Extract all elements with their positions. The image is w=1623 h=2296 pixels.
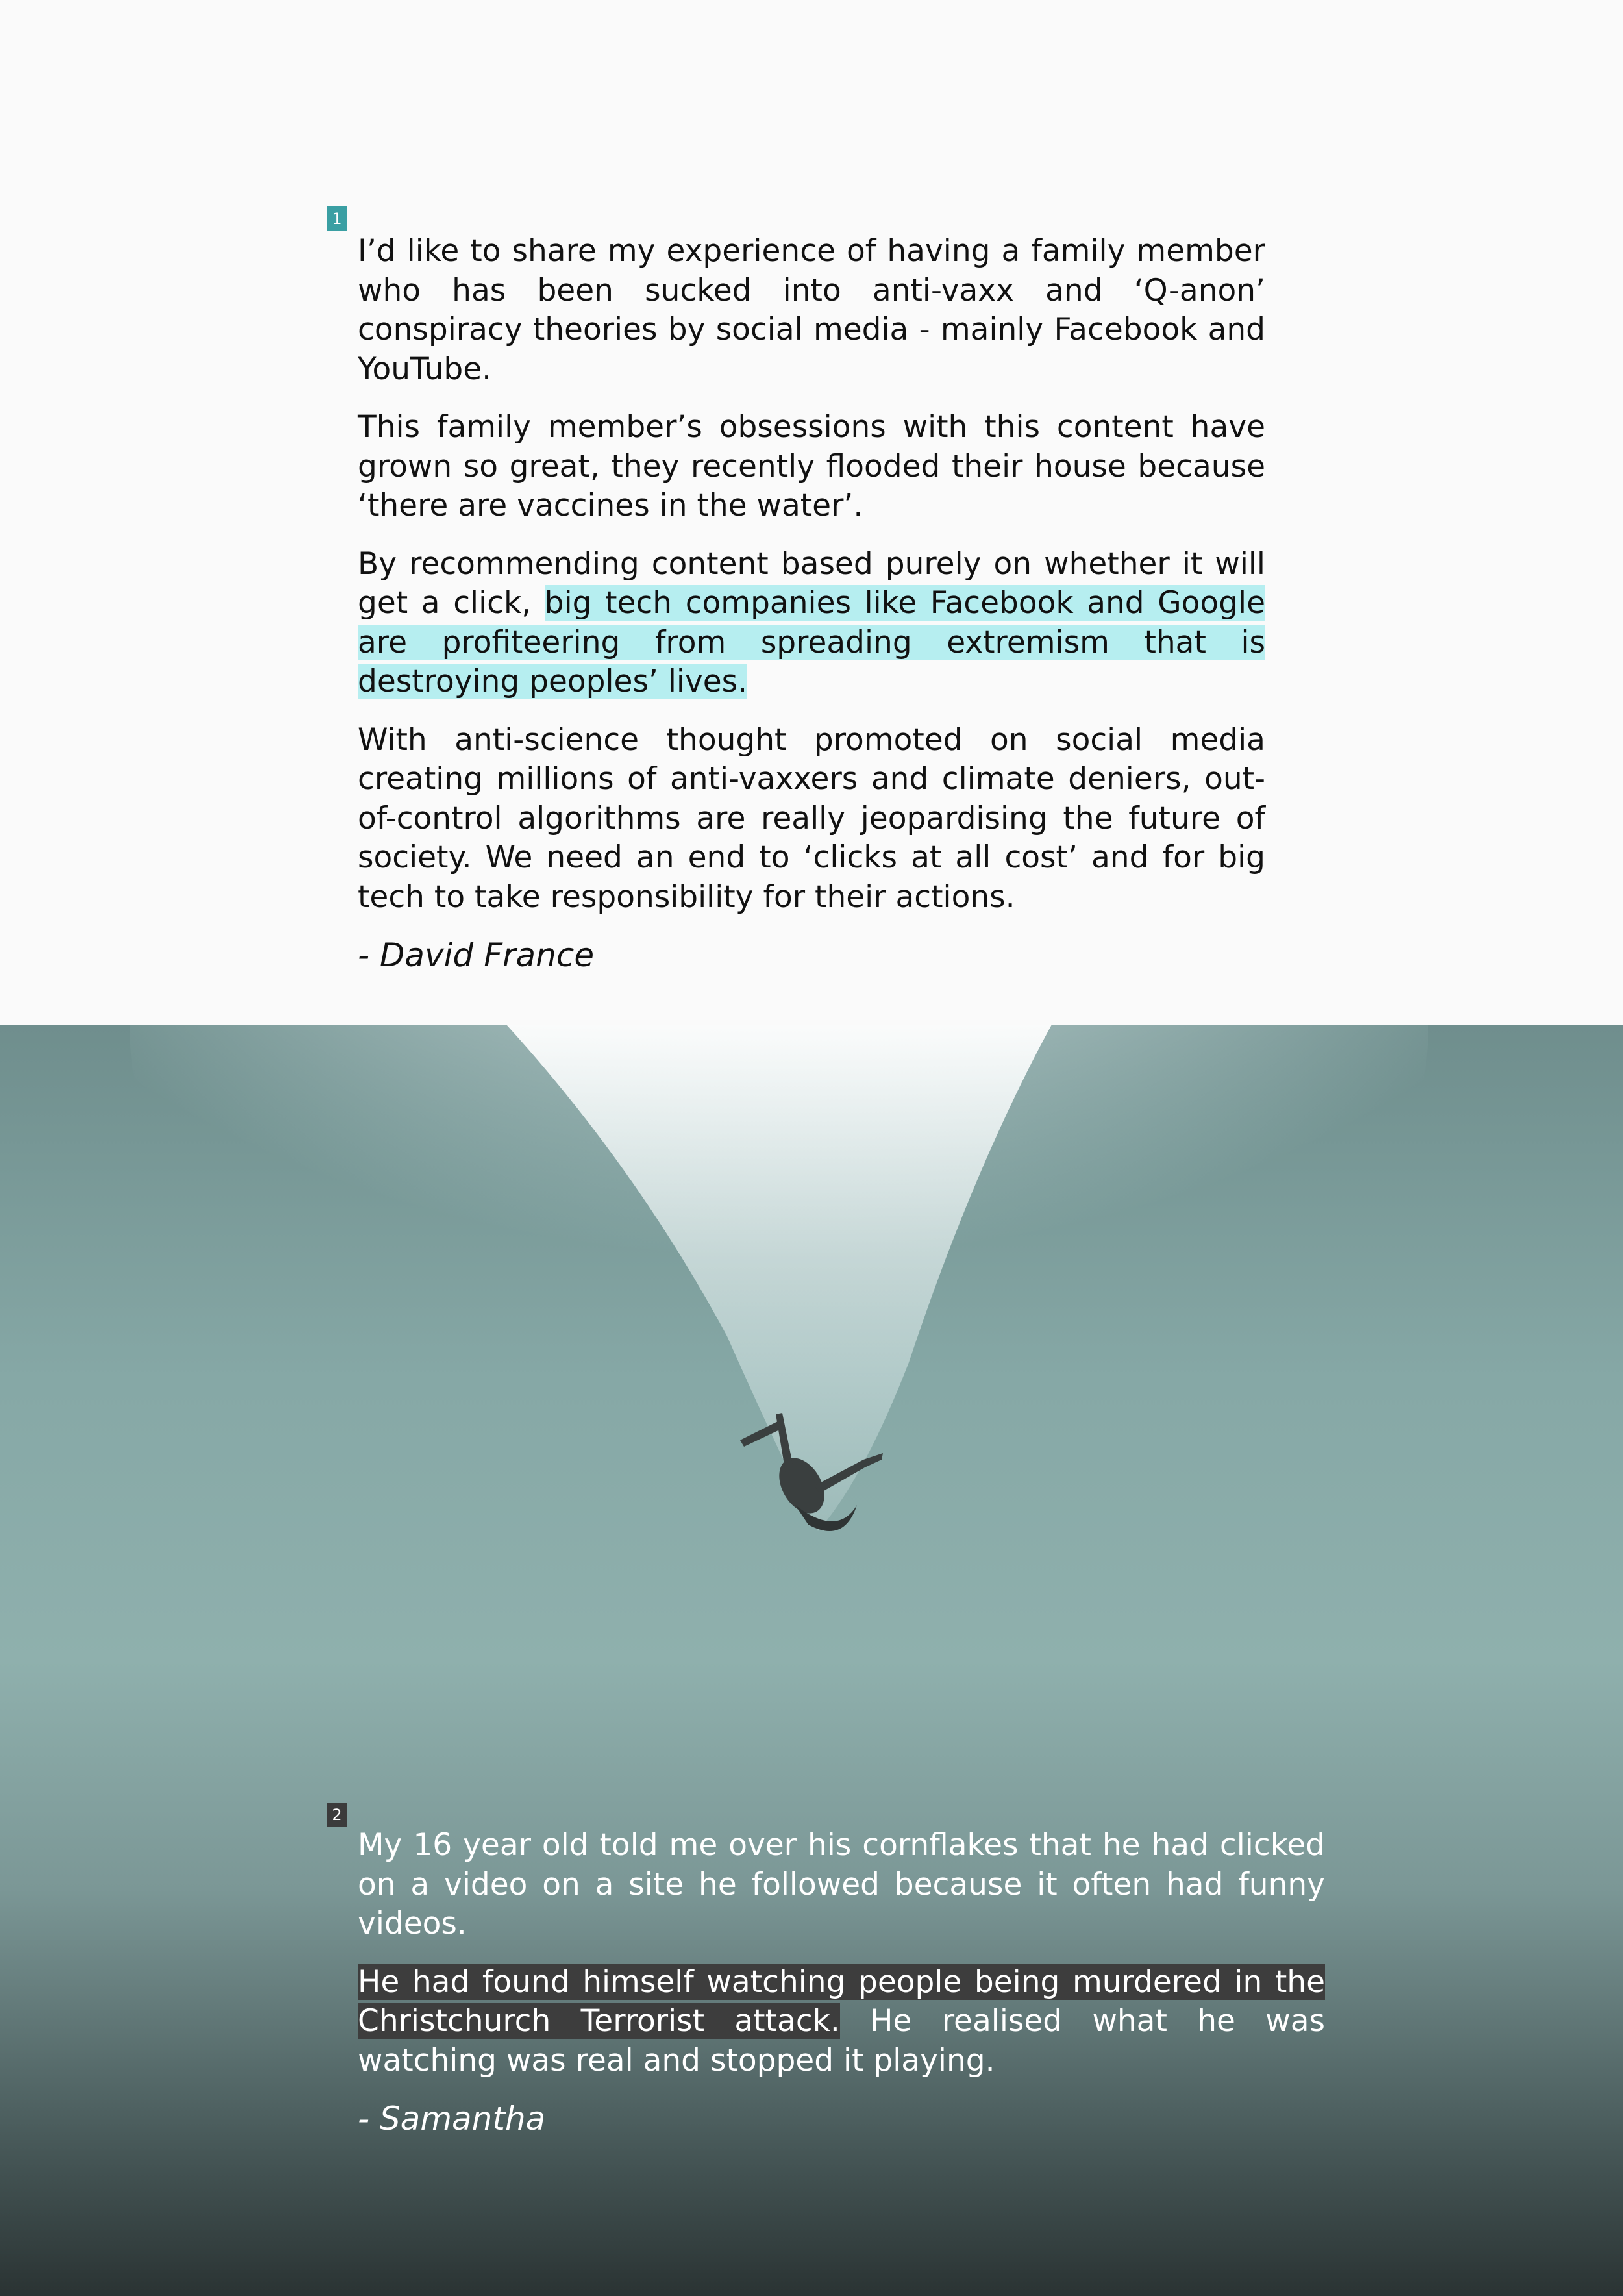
highlighted-quote: He had found himself watching people being murdered in the Christchurch Terrorist attack.: [358, 1964, 1325, 2039]
story-paragraph: [358, 1963, 1325, 2081]
story-paragraph: [358, 545, 1265, 702]
paragraph-text: He realised what he was watching was real and stopped it playing.: [358, 2003, 1325, 2078]
highlighted-quote: big tech companies like Facebook and Google are profiteering from spreading extremism that is destroying peoples’ lives.: [358, 585, 1265, 699]
story-paragraph: My 16 year old told me over his cornflakes that he had clicked on a video on a site he followed because it often had funny videos.: [358, 1827, 1325, 1941]
story-paragraph: With anti-science thought promoted on social media creating millions of anti-vaxxers and climate deniers, out-of-control algorithms are really jeopardising the future of society. We need an end to ‘clicks at all cost’ and for big tech to take responsibility for their actions.: [358, 721, 1265, 915]
story-section-1: [0, 0, 1623, 1025]
story-text-1: [358, 232, 1265, 994]
story-number-badge: 2: [327, 1803, 347, 1827]
story-number-badge: 1: [327, 206, 347, 231]
story-paragraph: I’d like to share my experience of having a family member who has been sucked into anti-vaxx and ‘Q-anon’ conspiracy theories by social media - mainly Facebook and YouTube.: [358, 233, 1265, 387]
story-text-2: [358, 1826, 1325, 2158]
story-signature: - David France: [358, 936, 595, 974]
story-paragraph: This family member’s obsessions with this content have grown so great, they recently flooded their house because ‘there are vaccines in the water’.: [358, 409, 1265, 523]
paragraph-text: By recommending content based purely on whether it will get a click,: [358, 545, 1265, 621]
story-signature: - Samantha: [358, 2100, 546, 2138]
